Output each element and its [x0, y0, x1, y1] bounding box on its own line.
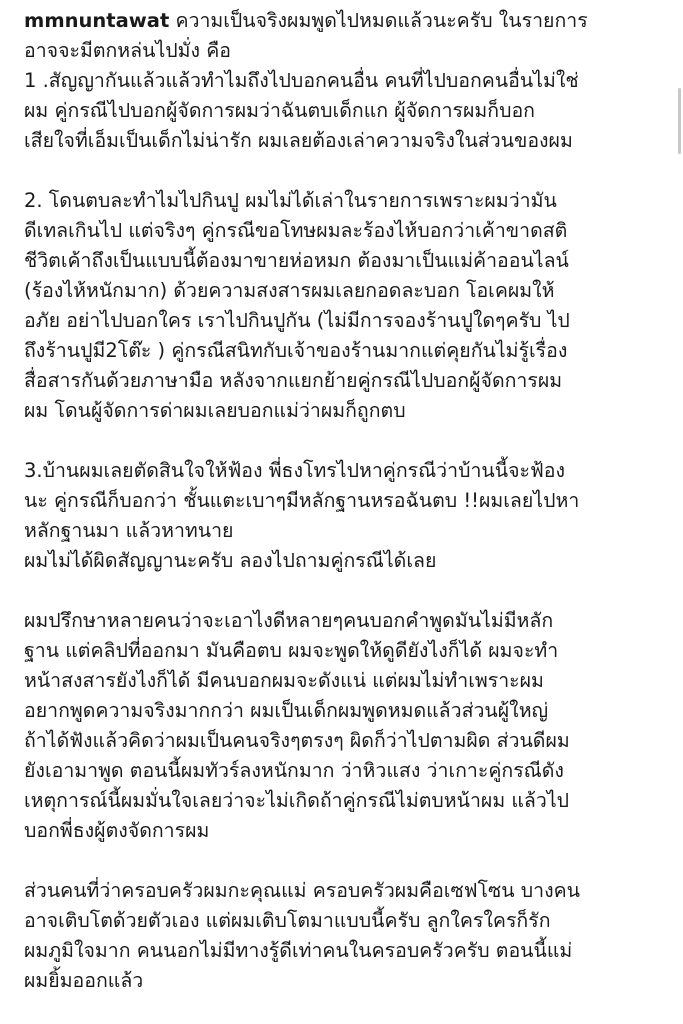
paragraph-line: ส่วนคนที่ว่าครอบครัวผมกะคุณแม่ ครอบครัวผมคือเซฟโซน บางคน — [24, 879, 580, 902]
intro-line-2: อาจจะมีตกหล่นไปมั่ง คือ — [24, 39, 231, 62]
paragraph-line: อาจเติบโตด้วยตัวเอง แต่ผมเติบโตมาแบบนี้ครับ ลูกใครใครก็รัก — [24, 909, 551, 932]
paragraph-line: ผม คู่กรณีไปบอกผู้จัดการผมว่าฉันตบเด็กแก ผู้จัดการผมก็บอก — [24, 99, 535, 122]
caption-intro — [24, 6, 664, 66]
paragraph-line: อภัย อย่าไปบอกใคร เราไปกินปูกัน (ไม่มีการจองร้านปูใดๆครับ ไป — [24, 309, 570, 332]
paragraph-line: ยังเอามาพูด ตอนนี้ผมทัวร์ลงหนักมาก ว่าหิวแสง ว่าเกาะคู่กรณีดัง — [24, 759, 564, 782]
paragraph-2 — [24, 186, 664, 426]
post-caption — [24, 6, 664, 996]
paragraph-line: หลักฐานมา แล้วหาทนาย — [24, 519, 234, 542]
paragraph-line: ผมยิ้มออกแล้ว — [24, 969, 144, 992]
paragraph-line: ผม โดนผู้จัดการด่าผมเลยบอกแม่ว่าผมก็ถูกตบ — [24, 399, 406, 422]
paragraph-line: อยากพูดความจริงมากกว่า ผมเป็นเด็กผมพูดหมดแล้วส่วนผู้ใหญ่ — [24, 699, 549, 722]
scrollbar-thumb[interactable] — [678, 88, 681, 154]
paragraph-line: ผมไม่ได้ผิดสัญญานะครับ ลองไปถามคู่กรณีได้เลย — [24, 549, 437, 572]
intro-text: ความเป็นจริงผมพูดไปหมดแล้วนะครับ ในรายการ — [169, 9, 588, 32]
paragraph-4 — [24, 606, 664, 846]
paragraph-line: ผมภูมิใจมาก คนนอกไม่มีทางรู้ดีเท่าคนในครอบครัวครับ ตอนนี้แม่ — [24, 939, 573, 962]
paragraph-line: ผมปรึกษาหลายคนว่าจะเอาไงดีหลายๆคนบอกคำพูดมันไม่มีหลัก — [24, 609, 554, 632]
username-link[interactable]: mmnuntawat — [24, 9, 170, 32]
paragraph-spacer — [24, 576, 664, 606]
intro-line-1 — [24, 6, 664, 36]
paragraph-5 — [24, 876, 664, 996]
paragraph-line: สื่อสารกันด้วยภาษามือ หลังจากแยกย้ายคู่กรณีไปบอกผู้จัดการผม — [24, 369, 563, 392]
paragraph-spacer — [24, 846, 664, 876]
paragraph-line: เสียใจที่เอ็มเป็นเด็กไม่น่ารัก ผมเลยต้องเล่าความจริงในส่วนของผม — [24, 129, 573, 152]
paragraph-line: 2. โดนตบละทำไมไปกินปู ผมไม่ได้เล่าในรายการเพราะผมว่ามัน — [24, 189, 557, 212]
paragraph-line: ชีวิตเค้าถึงเป็นแบบนี้ต้องมาขายห่อหมก ต้องมาเป็นแม่ค้าออนไลน์ — [24, 249, 569, 272]
paragraph-line: นะ คู่กรณีก็บอกว่า ชั้นแตะเบาๆมีหลักฐานหรอฉันตบ !!ผมเลยไปหา — [24, 489, 580, 512]
paragraph-1 — [24, 66, 664, 156]
paragraph-line: 1 .สัญญากันแล้วแล้วทำไมถึงไปบอกคนอื่น คนที่ไปบอกคนอื่นไม่ใช่ — [24, 69, 579, 92]
paragraph-spacer — [24, 156, 664, 186]
paragraph-line: ถ้าได้ฟังแล้วคิดว่าผมเป็นคนจริงๆตรงๆ ผิดก็ว่าไปตามผิด ส่วนดีผม — [24, 729, 570, 752]
paragraph-line: ฐาน แต่คลิปที่ออกมา มันคือตบ ผมจะพูดให้ดูดียังไงก็ได้ ผมจะทำ — [24, 639, 559, 662]
paragraph-line: หน้าสงสารยังไงก็ได้ มีคนบอกผมจะดังแน่ แต่ผมไม่ทำเพราะผม — [24, 669, 544, 692]
paragraph-spacer — [24, 426, 664, 456]
paragraph-line: บอกพี่ธงผู้ตงจัดการผม — [24, 819, 210, 842]
paragraph-line: 3.บ้านผมเลยตัดสินใจให้ฟ้อง พี่ธงโทรไปหาคู่กรณีว่าบ้านนี้จะฟ้อง — [24, 459, 566, 482]
paragraph-line: ดีเทลเกินไป แต่จริงๆ คู่กรณีขอโทษผมละร้องไห้บอกว่าเค้าขาดสติ — [24, 219, 568, 242]
paragraph-line: ถึงร้านปูมี2โต๊ะ ) คู่กรณีสนิทกับเจ้าของร้านมากแต่คุยกันไม่รู้เรื่อง — [24, 339, 568, 362]
paragraph-3 — [24, 456, 664, 576]
paragraph-line: เหตุการณ์นี้ผมมั่นใจเลยว่าจะไม่เกิดถ้าคู่กรณีไม่ตบหน้าผม แล้วไป — [24, 789, 570, 812]
paragraph-line: (ร้องไห้หนักมาก) ด้วยความสงสารผมเลยกอดละบอก โอเคผมให้ — [24, 279, 555, 302]
